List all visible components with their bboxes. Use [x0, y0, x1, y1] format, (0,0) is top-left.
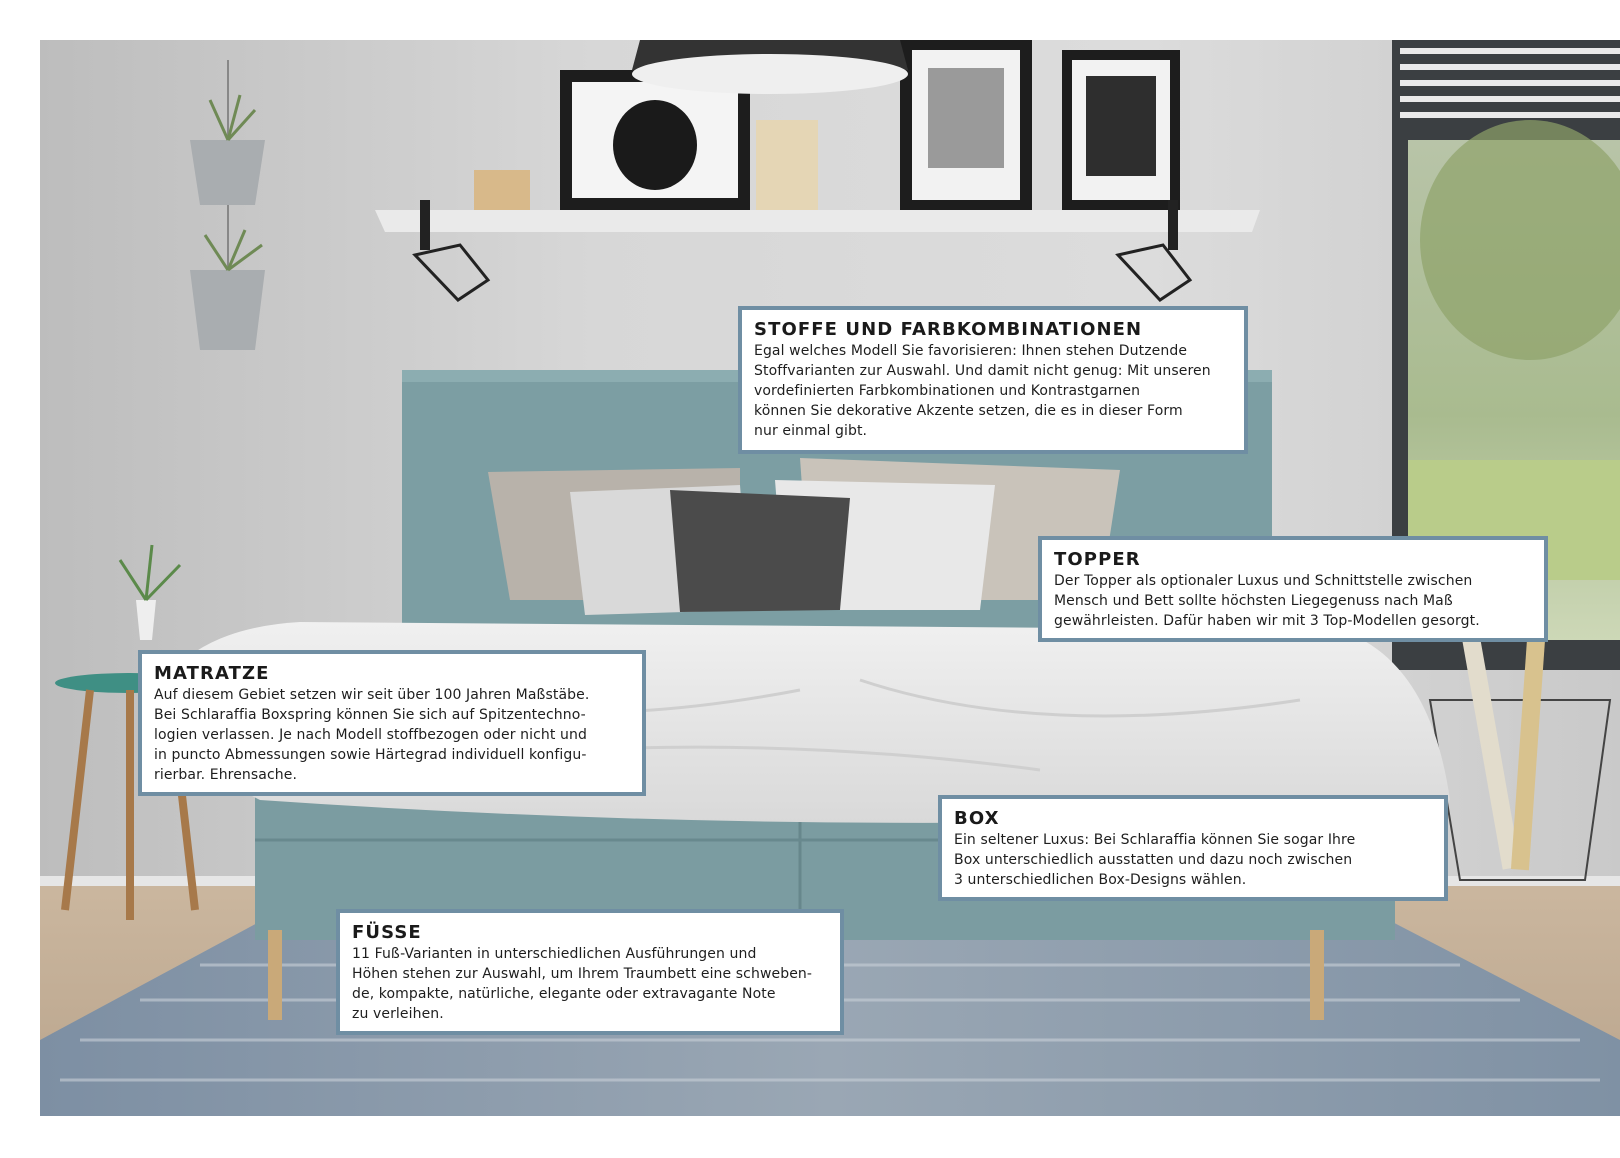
callout-box-text: Ein seltener Luxus: Bei Schlaraffia können Sie sogar Ihre Box unterschiedlich ausstatten und dazu noch zwischen 3 unterschiedlichen Box-Designs wählen. [954, 832, 1356, 888]
callout-fuesse [336, 909, 844, 1035]
callout-topper-text: Der Topper als optionaler Luxus und Schnittstelle zwischen Mensch und Bett sollte höchsten Liegegenuss nach Maß gewährleisten. Dafür haben wir mit 3 Top-Modellen gesorgt. [1054, 573, 1480, 629]
callout-fuesse-title: FÜSSE [352, 922, 422, 943]
callout-topper-title: TOPPER [1054, 549, 1141, 570]
callout-matratze-title: MATRATZE [154, 663, 270, 684]
callout-stoffe [738, 306, 1248, 454]
callout-matratze [138, 650, 646, 796]
callout-stoffe-text: Egal welches Modell Sie favorisieren: Ihnen stehen Dutzende Stoffvarianten zur Auswahl. Und damit nicht genug: Mit unseren vordefinierten Farbkombinationen und Kontrastgarnen können Sie dekorative Akzente setzen, die es in dieser Form nur einmal gibt. [754, 343, 1211, 439]
callout-fuesse-text: 11 Fuß-Varianten in unterschiedlichen Ausführungen und Höhen stehen zur Auswahl, um Ihrem Traumbett eine schweben- de, kompakte, natürliche, elegante oder extravagante Note zu verleihen. [352, 946, 813, 1022]
callout-box-title: BOX [954, 808, 1000, 829]
callout-topper [1038, 536, 1548, 642]
callout-matratze-text: Auf diesem Gebiet setzen wir seit über 100 Jahren Maßstäbe. Bei Schlaraffia Boxspring können Sie sich auf Spitzentechno- logien verlassen. Je nach Modell stoffbezogen oder nicht und in puncto Abmessungen sowie Härtegrad individuell konfigu- rierbar. Ehrensache. [154, 687, 590, 783]
callout-box [938, 795, 1448, 901]
callout-stoffe-title: STOFFE UND FARBKOMBINATIONEN [754, 319, 1143, 340]
